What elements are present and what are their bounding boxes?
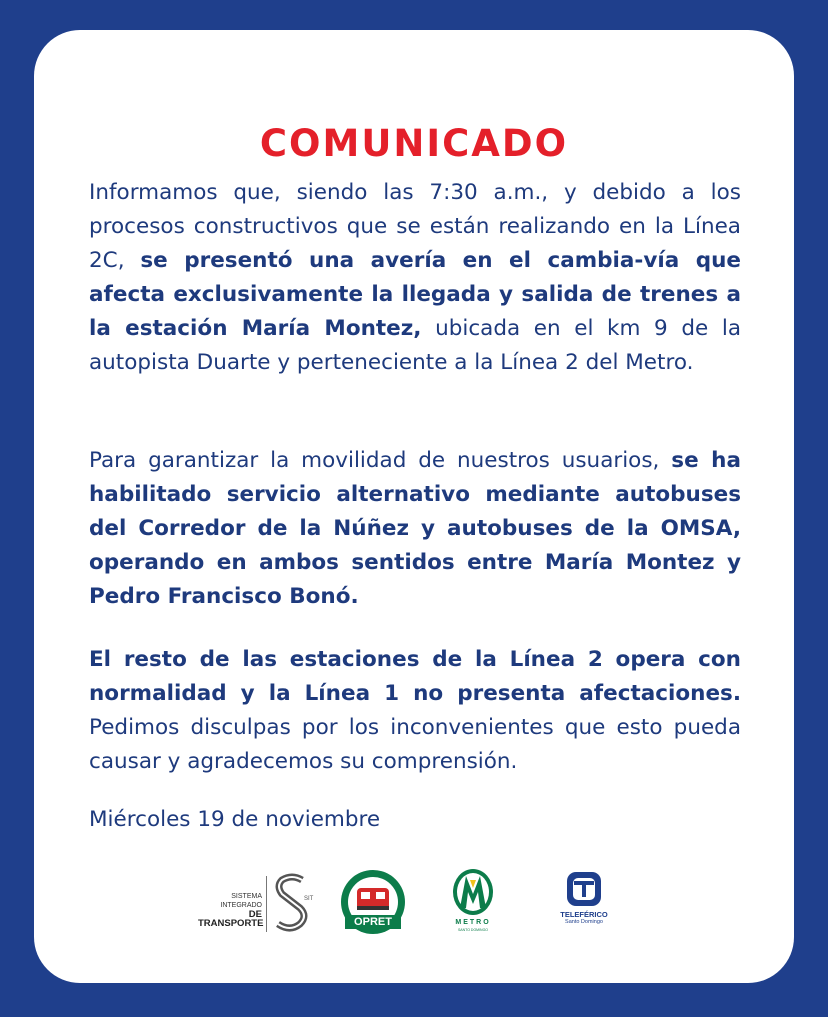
teleferico-logo-text: TELEFÉRICO [560, 910, 608, 919]
paragraph-status-bold: El resto de las estaciones de la Línea 2 opera con normalidad y la Línea 1 no presenta afectaciones. [89, 647, 741, 706]
sit-logo-line1: SISTEMA INTEGRADO [220, 893, 262, 909]
logo-strip [34, 868, 794, 938]
sit-logo-line2: DE TRANSPORTE [198, 909, 264, 929]
paragraph-incident-text-1: Informamos que, siendo las 7:30 a.m., y debido a los procesos constructivos que se están realizando en la Línea 2C, [89, 180, 741, 273]
notice-title: COMUNICADO [259, 122, 569, 165]
paragraph-incident [89, 176, 741, 380]
teleferico-cabin-icon [554, 868, 614, 910]
paragraph-status-text: Pedimos disculpas por los inconvenientes que esto pueda causar y agradecemos su comprensión. [89, 715, 741, 774]
metro-logo-text: METRO [455, 919, 491, 926]
teleferico-logo [554, 868, 614, 938]
paragraph-incident-bold: se presentó una avería en el cambia-vía que afecta exclusivamente la llegada y salida de trenes a la estación María Montez, [89, 248, 741, 341]
sit-mark: SIT [304, 896, 314, 902]
sit-logo-divider [266, 876, 267, 932]
metro-logo-subtext: SANTO DOMINGO [457, 928, 489, 932]
teleferico-logo-subtext: Santo Domingo [565, 919, 603, 925]
paragraph-alternative-service [89, 444, 741, 614]
sit-logo-text [198, 892, 262, 928]
paragraph-status [89, 643, 741, 779]
metro-logo [450, 868, 496, 938]
notice-card [34, 30, 794, 983]
opret-logo [335, 868, 411, 938]
sit-logo [198, 870, 313, 936]
metro-m-icon [450, 868, 496, 918]
paragraph-alternative-text: Para garantizar la movilidad de nuestros usuarios, [89, 448, 672, 473]
sit-s-icon [272, 870, 312, 936]
paragraph-incident-text-2: ubicada en el km 9 de la autopista Duarte y perteneciente a la Línea 2 del Metro. [89, 316, 742, 375]
notice-date: Miércoles 19 de noviembre [89, 807, 381, 832]
opret-logo-text: OPRET [345, 915, 401, 929]
paragraph-alternative-bold: se ha habilitado servicio alternativo mediante autobuses del Corredor de la Núñez y autobuses de la OMSA, operando en ambos sentidos entre María Montez y Pedro Francisco Bonó. [89, 448, 741, 609]
